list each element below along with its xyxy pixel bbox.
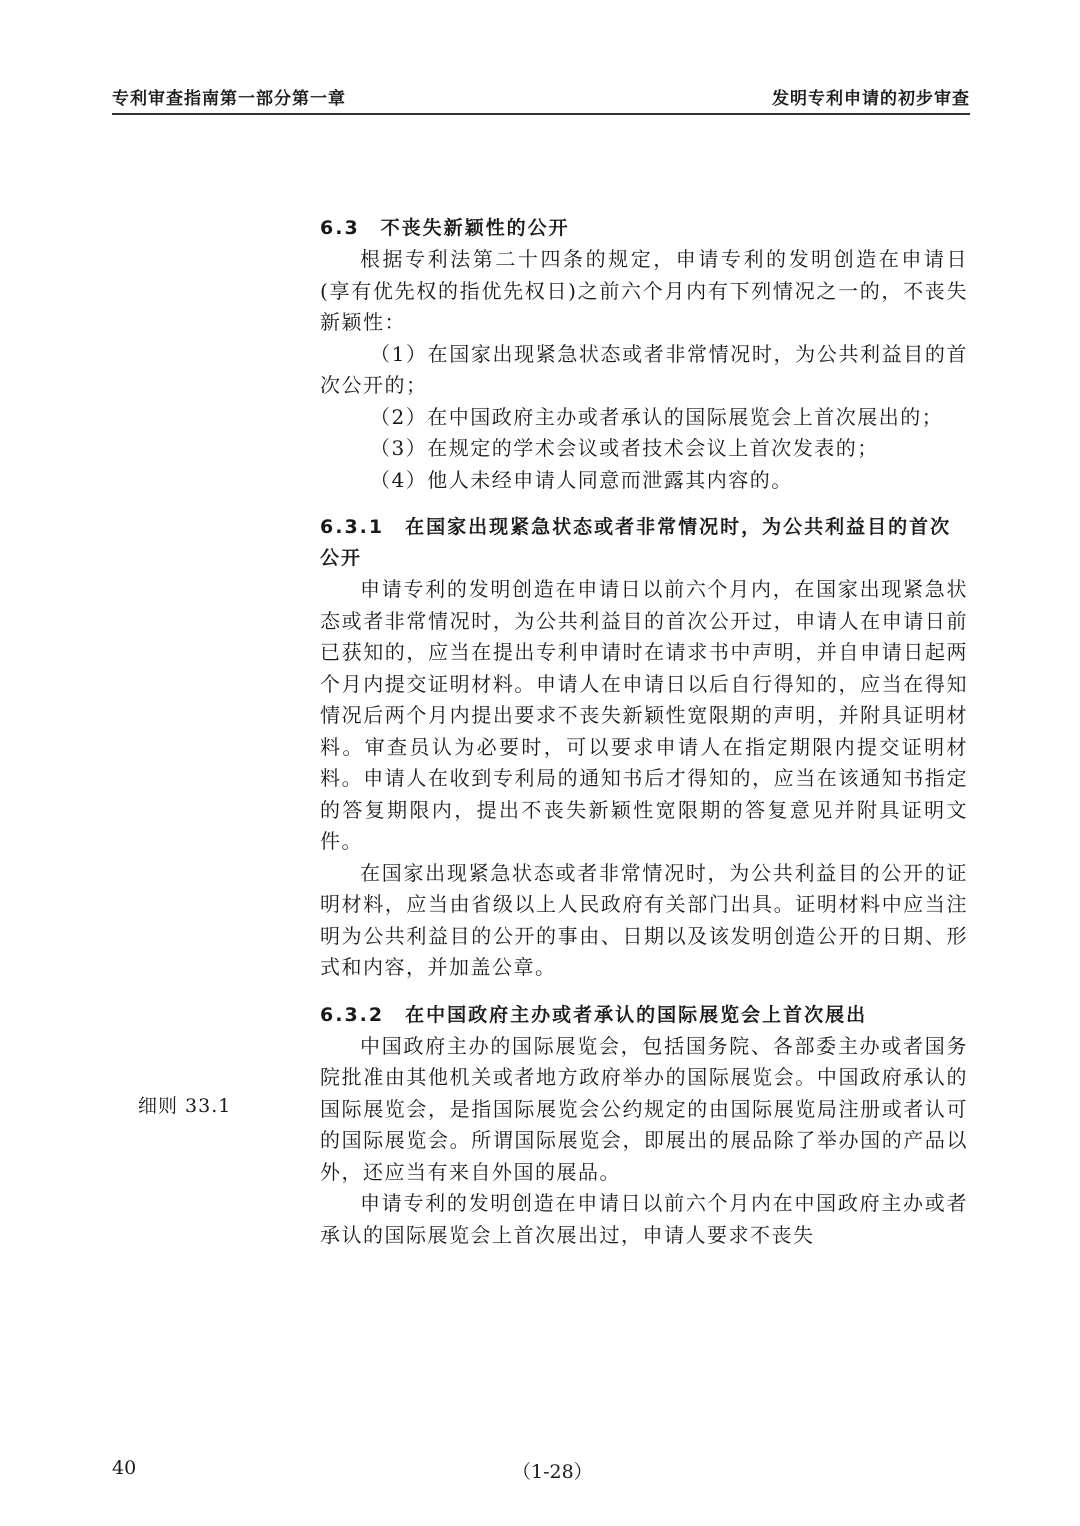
sub-page-number: （1-28） — [512, 1461, 593, 1483]
paragraph: 申请专利的发明创造在申请日以前六个月内在中国政府主办或者承认的国际展览会上首次展出过，申请人要求不丧失 — [320, 1191, 968, 1247]
list-item: （4）他人未经申请人同意而泄露其内容的。 — [370, 467, 793, 492]
list-item: （1）在国家出现紧急状态或者非常情况时，为公共利益目的首次公开的； — [320, 341, 968, 397]
paragraph: 申请专利的发明创造在申请日以前六个月内，在国家出现紧急状态或者非常情况时，为公共利益目的首次公开过，申请人在申请日前已获知的，应当在提出专利申请时在请求书中声明，并自申请日起两个月内提交证明材料。申请人在申请日以后自行得知的，应当在得知情况后两个月内提出要求不丧失新颖性宽限期的声明，并附具证明材料。审查员认为必要时，可以要求申请人在指定期限内提交证明材料。申请人在收到专利局的通知书后才得知的，应当在该通知书指定的答复期限内，提出不丧失新颖性宽限期的答复意见并附具证明文件。 — [320, 577, 968, 853]
section-heading-6-3: 6.3 不丧失新颖性的公开 — [320, 217, 570, 239]
section-heading-6-3-2: 6.3.2 在中国政府主办或者承认的国际展览会上首次展出 — [320, 1003, 868, 1026]
list-item: （3）在规定的学术会议或者技术会议上首次发表的； — [370, 436, 879, 460]
section-heading-6-3-1: 6.3.1 在国家出现紧急状态或者非常情况时，为公共利益目的首次公开 — [320, 516, 952, 569]
paragraph: 在国家出现紧急状态或者非常情况时，为公共利益目的公开的证明材料，应当由省级以上人民政府有关部门出具。证明材料中应当注明为公共利益目的公开的事由、日期以及该发明创造公开的日期、形式和内容，并加盖公章。 — [320, 860, 968, 979]
paragraph: 中国政府主办的国际展览会，包括国务院、各部委主办或者国务院批准由其他机关或者地方政府举办的国际展览会。中国政府承认的国际展览会，是指国际展览会公约规定的由国际展览局注册或者认可的国际展览会。所谓国际展览会，即展出的展品除了举办国的产品以外，还应当有来自外国的展品。 — [320, 1033, 968, 1184]
header-chapter: 专利审查指南第一部分第一章 — [112, 89, 346, 109]
page-number: 40 — [112, 1457, 137, 1479]
header-divider — [112, 113, 970, 115]
list-item: （2）在中国政府主办或者承认的国际展览会上首次展出的； — [370, 404, 944, 429]
margin-note: 细则 33.1 — [138, 1095, 232, 1117]
header-title: 发明专利申请的初步审查 — [772, 89, 970, 109]
page-header — [112, 84, 970, 114]
paragraph: 根据专利法第二十四条的规定，申请专利的发明创造在申请日(享有优先权的指优先权日)之前六个月内有下列情况之一的，不丧失新颖性： — [320, 247, 968, 334]
main-content — [320, 213, 968, 1251]
